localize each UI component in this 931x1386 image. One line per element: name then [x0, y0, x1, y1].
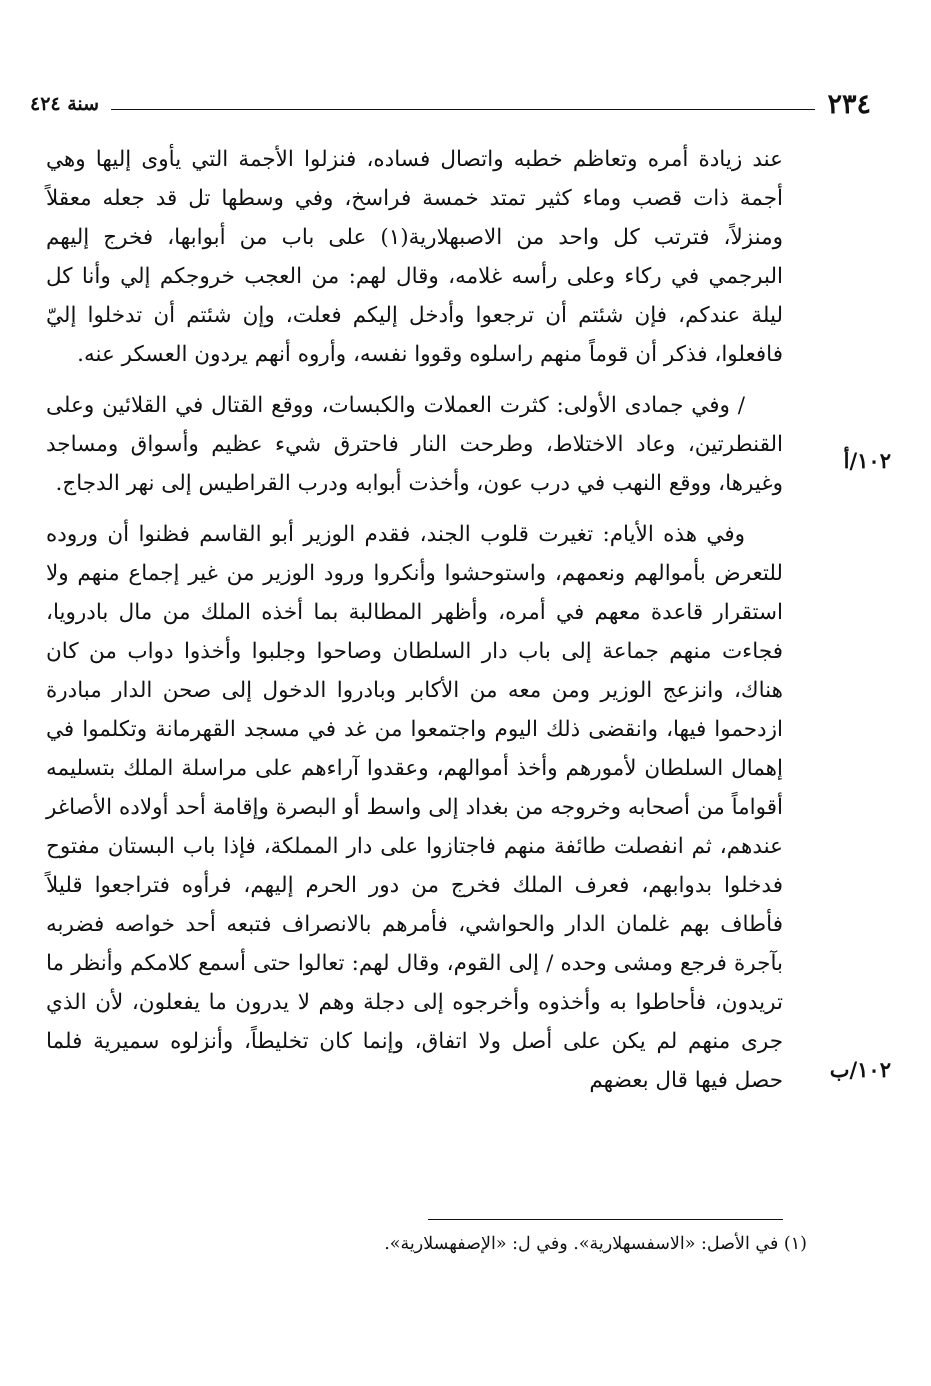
paragraph: / وفي جمادى الأولى: كثرت العملات والكبسات، ووقع القتال في القلائين وعلى القنطرتين، وعاد الاختلاط، وطرحت النار فاحترق شيء عظيم وأسواق ومساجد وغيرها، ووقع النهب في درب عون، وأخذت أبوابه ودرب القراطيس إلى نهر الدجاج. [46, 393, 783, 496]
margin-folio-ref: ١٠٢/ب [829, 1057, 891, 1082]
page-number: ٢٣٤ [827, 88, 871, 120]
footnote-rule [428, 1219, 783, 1220]
header-rule [111, 109, 815, 110]
running-head-year: سنة ٤٢٤ [30, 93, 100, 115]
paragraph: عند زيادة أمره وتعاظم خطبه واتصال فساده، فنزلوا الأجمة التي يأوى إليها وهي أجمة ذات قصب وماء كثير تمتد خمسة فراسخ، وفي وسطها تل قد جعله معقلاً ومنزلاً، فترتب كل واحد من الاصبهلارية(١) على باب من أبوابها، فخرج إليهم البرجمي في ركاء وعلى رأسه غلامه، وقال لهم: من العجب خروجكم إلي وأنا كل ليلة عندكم، فإن شئتم أن ترجعوا وأدخل إليكم فعلت، وإن شئتم أن تدخلوا إليّ فافعلوا، فذكر أن قوماً منهم راسلوه وقووا نفسه، وأروه أنهم يردون العسكر عنه. [46, 147, 783, 367]
main-text [46, 140, 783, 1112]
paragraph: وفي هذه الأيام: تغيرت قلوب الجند، فقدم الوزير أبو القاسم فظنوا أن وروده للتعرض بأموالهم ونعمهم، واستوحشوا وأنكروا ورود الوزير من غير إجماع منهم ولا استقرار قاعدة معهم في أمره، وأظهر المطالبة بما أخذه الملك من مال بادرويا، فجاءت منهم جماعة إلى باب دار السلطان وصاحوا وجلبوا وأخذوا دواب من كان هناك، وانزعج الوزير ومن معه من الأكابر وبادروا الدخول إلى صحن الدار مبادرة ازدحموا فيها، وانقضى ذلك اليوم واجتمعوا من غد في مسجد القهرمانة وتكلموا في إهمال السلطان لأمورهم وأخذ أموالهم، وعقدوا آراءهم على مراسلة الملك بتسليمه أقواماً من أصحابه وخروجه من بغداد إلى واسط أو البصرة وإقامة أحد أولاده الأصاغر عندهم، ثم انفصلت طائفة منهم فاجتازوا على دار المملكة، فإذا باب البستان مفتوح فدخلوا بدوابهم، فعرف الملك فخرج من دور الحرم إليهم، فرأوه فتراجعوا قليلاً فأطاف بهم غلمان الدار والحواشي، فأمرهم بالانصراف فتبعه أحد خواصه فضربه بآجرة فرجع ومشى وحده / إلى القوم، وقال لهم: تعالوا حتى أسمع كلامكم وأنظر ما تريدون، فأحاطوا به وأخذوه وأخرجوه إلى دجلة وهم لا يدرون ما يفعلون، لأن الذي جرى منهم لم يكن على أصل ولا اتفاق، وإنما كان تخليطاً، وأنزلوه سميرية فلما حصل فيها قال بعضهم [46, 522, 783, 1093]
margin-folio-ref: ١٠٢/أ [843, 448, 891, 473]
page-header [30, 86, 871, 122]
footnote: (١) في الأصل: «الاسفسهلارية». وفي ل: «الإصفهسلارية». [384, 1234, 807, 1254]
